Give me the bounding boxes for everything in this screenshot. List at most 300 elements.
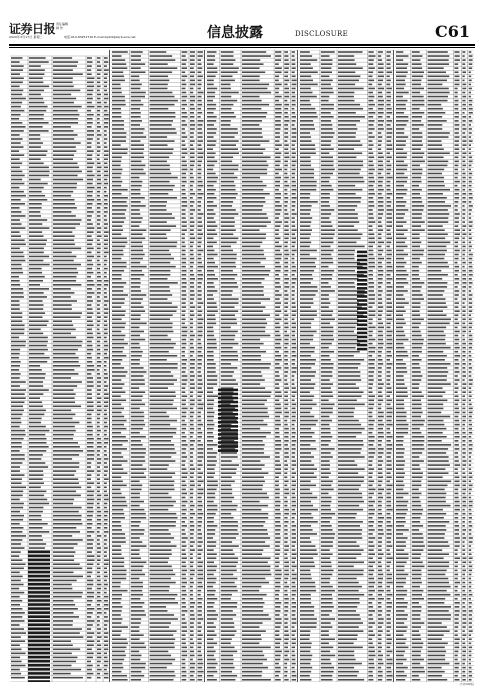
cell-text bbox=[112, 189, 128, 191]
cell-text bbox=[368, 144, 373, 146]
cell-text bbox=[338, 549, 364, 551]
cell-text bbox=[275, 250, 280, 252]
cell-text bbox=[104, 272, 107, 274]
cell-text bbox=[182, 331, 188, 333]
cell-text bbox=[387, 675, 393, 677]
cell-text bbox=[284, 517, 287, 519]
cell-text bbox=[207, 651, 216, 653]
cell-text bbox=[53, 106, 82, 108]
cell-text bbox=[221, 452, 237, 454]
cell-text bbox=[275, 80, 279, 82]
cell-text bbox=[396, 173, 404, 175]
cell-text bbox=[455, 76, 460, 78]
cell-text bbox=[321, 574, 332, 576]
cell-text bbox=[87, 98, 93, 100]
cell-text bbox=[11, 199, 21, 201]
cell-text bbox=[412, 92, 420, 94]
cell-text bbox=[300, 387, 314, 389]
cell-text bbox=[455, 335, 459, 337]
cell-text bbox=[368, 339, 375, 341]
cell-text bbox=[275, 602, 281, 604]
cell-text bbox=[198, 557, 202, 559]
cell-text bbox=[300, 420, 318, 422]
cell-text bbox=[292, 557, 296, 559]
header-rule bbox=[9, 44, 475, 46]
cell-text bbox=[284, 254, 289, 256]
cell-text bbox=[321, 452, 331, 454]
cell-text bbox=[207, 610, 216, 612]
cell-text bbox=[11, 337, 19, 339]
cell-text bbox=[368, 622, 375, 624]
cell-text bbox=[378, 238, 382, 240]
cell-text bbox=[378, 282, 383, 284]
cell-text bbox=[112, 213, 125, 215]
cell-text bbox=[387, 302, 393, 304]
cell-text bbox=[321, 610, 332, 612]
cell-text bbox=[462, 319, 465, 321]
cell-text bbox=[97, 596, 100, 598]
cell-text bbox=[112, 355, 126, 357]
cell-text bbox=[387, 92, 391, 94]
cell-text bbox=[275, 233, 279, 235]
cell-text bbox=[11, 264, 22, 266]
cell-text bbox=[242, 663, 263, 665]
cell-text bbox=[29, 69, 45, 71]
cell-text bbox=[182, 221, 187, 223]
cell-text bbox=[321, 363, 334, 365]
cell-text bbox=[131, 67, 141, 69]
cell-text bbox=[300, 327, 311, 329]
cell-text bbox=[368, 120, 374, 122]
cell-text bbox=[150, 335, 168, 337]
cell-text bbox=[11, 154, 24, 156]
cell-text bbox=[53, 515, 82, 517]
cell-text bbox=[469, 262, 472, 264]
cell-text bbox=[53, 478, 78, 480]
cell-text bbox=[275, 266, 281, 268]
cell-text bbox=[97, 82, 100, 84]
cell-text bbox=[292, 456, 295, 458]
cell-text bbox=[190, 148, 194, 150]
cell-text bbox=[221, 161, 232, 163]
cell-text bbox=[387, 549, 390, 551]
cell-text bbox=[368, 92, 373, 94]
cell-text bbox=[292, 80, 297, 82]
cell-text bbox=[29, 531, 49, 533]
cell-text bbox=[131, 521, 141, 523]
cell-text bbox=[182, 464, 185, 466]
cell-text bbox=[97, 308, 100, 310]
cell-text bbox=[150, 205, 167, 207]
cell-text bbox=[275, 306, 280, 308]
cell-text bbox=[368, 521, 374, 523]
cell-text bbox=[300, 659, 311, 661]
cell-text bbox=[221, 197, 236, 199]
cell-text bbox=[387, 513, 391, 515]
cell-text bbox=[87, 454, 94, 456]
cell-text bbox=[221, 521, 238, 523]
cell-text bbox=[112, 416, 124, 418]
cell-text bbox=[131, 489, 142, 491]
cell-text bbox=[455, 319, 458, 321]
merged-cell bbox=[357, 279, 367, 282]
cell-text bbox=[368, 148, 372, 150]
cell-text bbox=[112, 351, 123, 353]
cell-text bbox=[275, 578, 281, 580]
cell-text bbox=[368, 655, 375, 657]
cell-text bbox=[300, 476, 317, 478]
cell-text bbox=[368, 586, 374, 588]
cell-text bbox=[198, 63, 202, 65]
cell-text bbox=[242, 298, 270, 300]
cell-text bbox=[11, 94, 22, 96]
cell-text bbox=[207, 246, 213, 248]
cell-text bbox=[87, 191, 93, 193]
cell-text bbox=[387, 165, 392, 167]
cell-text bbox=[104, 175, 108, 177]
cell-text bbox=[387, 387, 392, 389]
cell-text bbox=[29, 365, 40, 367]
cell-text bbox=[300, 383, 315, 385]
cell-text bbox=[387, 634, 391, 636]
cell-text bbox=[190, 424, 194, 426]
cell-text bbox=[378, 387, 383, 389]
cell-text bbox=[104, 142, 107, 144]
cell-text bbox=[182, 71, 186, 73]
cell-text bbox=[190, 651, 194, 653]
cell-text bbox=[378, 570, 382, 572]
cell-text bbox=[321, 476, 329, 478]
cell-text bbox=[190, 132, 194, 134]
cell-text bbox=[97, 65, 101, 67]
cell-text bbox=[428, 290, 445, 292]
cell-text bbox=[198, 144, 202, 146]
cell-text bbox=[104, 478, 109, 480]
cell-text bbox=[469, 250, 471, 252]
cell-text bbox=[275, 193, 281, 195]
cell-text bbox=[378, 71, 384, 73]
cell-text bbox=[104, 268, 108, 270]
cell-text bbox=[412, 314, 420, 316]
cell-text bbox=[300, 140, 312, 142]
merged-cell bbox=[218, 393, 238, 396]
cell-text bbox=[207, 367, 216, 369]
cell-text bbox=[242, 408, 268, 410]
cell-text bbox=[104, 163, 107, 165]
cell-text bbox=[396, 298, 405, 300]
cell-text bbox=[190, 323, 193, 325]
cell-text bbox=[275, 428, 279, 430]
cell-text bbox=[242, 165, 268, 167]
cell-text bbox=[53, 503, 73, 505]
cell-text bbox=[284, 63, 289, 65]
cell-text bbox=[469, 270, 473, 272]
cell-text bbox=[300, 553, 318, 555]
cell-text bbox=[378, 161, 383, 163]
cell-text bbox=[292, 274, 295, 276]
cell-text bbox=[428, 197, 447, 199]
cell-text bbox=[221, 367, 238, 369]
cell-text bbox=[275, 254, 282, 256]
cell-text bbox=[198, 221, 203, 223]
cell-text bbox=[292, 266, 296, 268]
cell-text bbox=[190, 472, 194, 474]
cell-text bbox=[368, 88, 375, 90]
cell-text bbox=[275, 246, 282, 248]
cell-text bbox=[455, 165, 459, 167]
cell-text bbox=[131, 505, 140, 507]
cell-text bbox=[190, 189, 193, 191]
merged-cell bbox=[218, 401, 238, 404]
cell-text bbox=[104, 450, 107, 452]
cell-text bbox=[292, 92, 295, 94]
cell-text bbox=[112, 513, 124, 515]
cell-text bbox=[150, 71, 173, 73]
cell-text bbox=[300, 116, 318, 118]
cell-text bbox=[29, 154, 46, 156]
cell-text bbox=[97, 454, 100, 456]
cell-text bbox=[292, 586, 296, 588]
cell-text bbox=[190, 468, 195, 470]
cell-text bbox=[198, 614, 202, 616]
cell-text bbox=[131, 246, 143, 248]
cell-text bbox=[242, 440, 263, 442]
cell-text bbox=[321, 501, 332, 503]
cell-text bbox=[455, 136, 460, 138]
cell-text bbox=[396, 246, 408, 248]
cell-text bbox=[221, 472, 236, 474]
cell-text bbox=[275, 638, 281, 640]
cell-text bbox=[338, 505, 359, 507]
cell-text bbox=[378, 541, 382, 543]
cell-text bbox=[29, 86, 49, 88]
cell-text bbox=[292, 452, 296, 454]
cell-text bbox=[292, 116, 296, 118]
cell-text bbox=[131, 71, 146, 73]
merged-cell bbox=[357, 336, 367, 339]
cell-text bbox=[455, 213, 460, 215]
cell-text bbox=[150, 476, 173, 478]
cell-text bbox=[150, 282, 178, 284]
cell-text bbox=[112, 574, 126, 576]
cell-text bbox=[462, 278, 466, 280]
cell-text bbox=[300, 157, 311, 159]
cell-text bbox=[221, 533, 239, 535]
cell-text bbox=[53, 353, 76, 355]
cell-text bbox=[242, 590, 259, 592]
cell-text bbox=[378, 351, 382, 353]
table-rows bbox=[395, 50, 474, 682]
cell-text bbox=[87, 576, 91, 578]
cell-text bbox=[396, 59, 403, 61]
cell-text bbox=[29, 462, 45, 464]
cell-text bbox=[300, 213, 310, 215]
cell-text bbox=[190, 562, 194, 564]
cell-text bbox=[321, 173, 333, 175]
cell-text bbox=[275, 626, 280, 628]
cell-text bbox=[300, 306, 311, 308]
cell-text bbox=[150, 165, 170, 167]
cell-text bbox=[462, 55, 464, 57]
cell-text bbox=[242, 148, 265, 150]
cell-text bbox=[338, 626, 359, 628]
cell-text bbox=[182, 408, 188, 410]
cell-text bbox=[455, 132, 459, 134]
cell-text bbox=[284, 120, 289, 122]
cell-text bbox=[53, 649, 80, 651]
cell-text bbox=[221, 306, 235, 308]
cell-text bbox=[221, 343, 239, 345]
cell-text bbox=[97, 673, 100, 675]
cell-text bbox=[275, 663, 279, 665]
cell-text bbox=[150, 582, 176, 584]
cell-text bbox=[275, 67, 282, 69]
cell-text bbox=[53, 523, 82, 525]
cell-text bbox=[462, 51, 465, 53]
cell-text bbox=[469, 229, 472, 231]
cell-text bbox=[242, 549, 263, 551]
cell-text bbox=[198, 541, 203, 543]
cell-text bbox=[462, 63, 465, 65]
cell-text bbox=[338, 671, 359, 673]
cell-text bbox=[387, 152, 391, 154]
cell-text bbox=[321, 517, 332, 519]
cell-text bbox=[338, 270, 355, 272]
cell-text bbox=[338, 630, 363, 632]
cell-text bbox=[97, 588, 101, 590]
cell-text bbox=[150, 521, 176, 523]
cell-text bbox=[104, 122, 108, 124]
cell-text bbox=[11, 624, 20, 626]
cell-text bbox=[378, 181, 383, 183]
cell-text bbox=[87, 82, 94, 84]
cell-text bbox=[300, 432, 315, 434]
cell-text bbox=[300, 452, 311, 454]
cell-text bbox=[300, 335, 314, 337]
cell-text bbox=[198, 476, 202, 478]
cell-text bbox=[11, 604, 20, 606]
cell-text bbox=[300, 675, 310, 677]
cell-text bbox=[284, 136, 288, 138]
cell-text bbox=[11, 69, 23, 71]
cell-text bbox=[198, 274, 204, 276]
cell-text bbox=[221, 553, 235, 555]
cell-text bbox=[292, 359, 296, 361]
cell-text bbox=[150, 148, 174, 150]
cell-text bbox=[428, 84, 443, 86]
cell-text bbox=[469, 76, 472, 78]
cell-text bbox=[112, 67, 127, 69]
cell-text bbox=[368, 513, 374, 515]
cell-text bbox=[190, 92, 193, 94]
cell-text bbox=[321, 379, 330, 381]
cell-text bbox=[104, 98, 108, 100]
cell-text bbox=[104, 288, 107, 290]
cell-text bbox=[131, 594, 143, 596]
cell-text bbox=[190, 185, 193, 187]
cell-text bbox=[242, 116, 266, 118]
cell-text bbox=[87, 406, 94, 408]
cell-text bbox=[284, 448, 289, 450]
cell-text bbox=[198, 570, 204, 572]
cell-text bbox=[207, 319, 216, 321]
cell-text bbox=[300, 148, 316, 150]
cell-text bbox=[182, 250, 186, 252]
cell-text bbox=[11, 657, 20, 659]
cell-text bbox=[198, 485, 202, 487]
cell-text bbox=[292, 55, 295, 57]
cell-text bbox=[131, 553, 140, 555]
cell-text bbox=[378, 367, 382, 369]
cell-text bbox=[11, 276, 19, 278]
cell-text bbox=[300, 424, 316, 426]
cell-text bbox=[97, 604, 100, 606]
cell-text bbox=[300, 594, 311, 596]
cell-text bbox=[150, 412, 167, 414]
cell-text bbox=[87, 329, 92, 331]
cell-text bbox=[300, 355, 311, 357]
cell-text bbox=[368, 242, 375, 244]
cell-text bbox=[97, 296, 100, 298]
cell-text bbox=[321, 444, 329, 446]
cell-text bbox=[284, 553, 287, 555]
cell-text bbox=[182, 509, 187, 511]
cell-text bbox=[284, 420, 287, 422]
cell-text bbox=[221, 144, 236, 146]
cell-text bbox=[242, 250, 264, 252]
cell-text bbox=[338, 452, 361, 454]
cell-text bbox=[29, 248, 44, 250]
cell-text bbox=[112, 193, 122, 195]
cell-text bbox=[221, 112, 234, 114]
cell-text bbox=[207, 614, 218, 616]
cell-text bbox=[182, 452, 186, 454]
cell-text bbox=[131, 387, 139, 389]
cell-text bbox=[207, 432, 213, 434]
cell-text bbox=[182, 246, 186, 248]
cell-text bbox=[207, 489, 217, 491]
cell-text bbox=[387, 509, 393, 511]
cell-text bbox=[190, 242, 194, 244]
cell-text bbox=[104, 559, 109, 561]
cell-text bbox=[190, 306, 195, 308]
cell-text bbox=[87, 276, 91, 278]
cell-text bbox=[190, 638, 193, 640]
cell-text bbox=[469, 140, 473, 142]
cell-text bbox=[396, 209, 408, 211]
cell-text bbox=[284, 626, 288, 628]
cell-text bbox=[29, 106, 48, 108]
cell-text bbox=[368, 533, 372, 535]
cell-text bbox=[97, 511, 101, 513]
cell-text bbox=[198, 233, 204, 235]
cell-text bbox=[104, 199, 107, 201]
cell-text bbox=[378, 84, 382, 86]
cell-text bbox=[29, 300, 43, 302]
cell-text bbox=[396, 144, 406, 146]
cell-text bbox=[11, 126, 26, 128]
cell-text bbox=[207, 282, 214, 284]
cell-text bbox=[53, 61, 78, 63]
cell-text bbox=[455, 124, 460, 126]
cell-text bbox=[368, 298, 375, 300]
merged-cell bbox=[357, 267, 367, 270]
cell-text bbox=[11, 288, 23, 290]
cell-text bbox=[207, 460, 217, 462]
cell-text bbox=[131, 566, 144, 568]
cell-text bbox=[396, 229, 408, 231]
cell-text bbox=[190, 76, 194, 78]
